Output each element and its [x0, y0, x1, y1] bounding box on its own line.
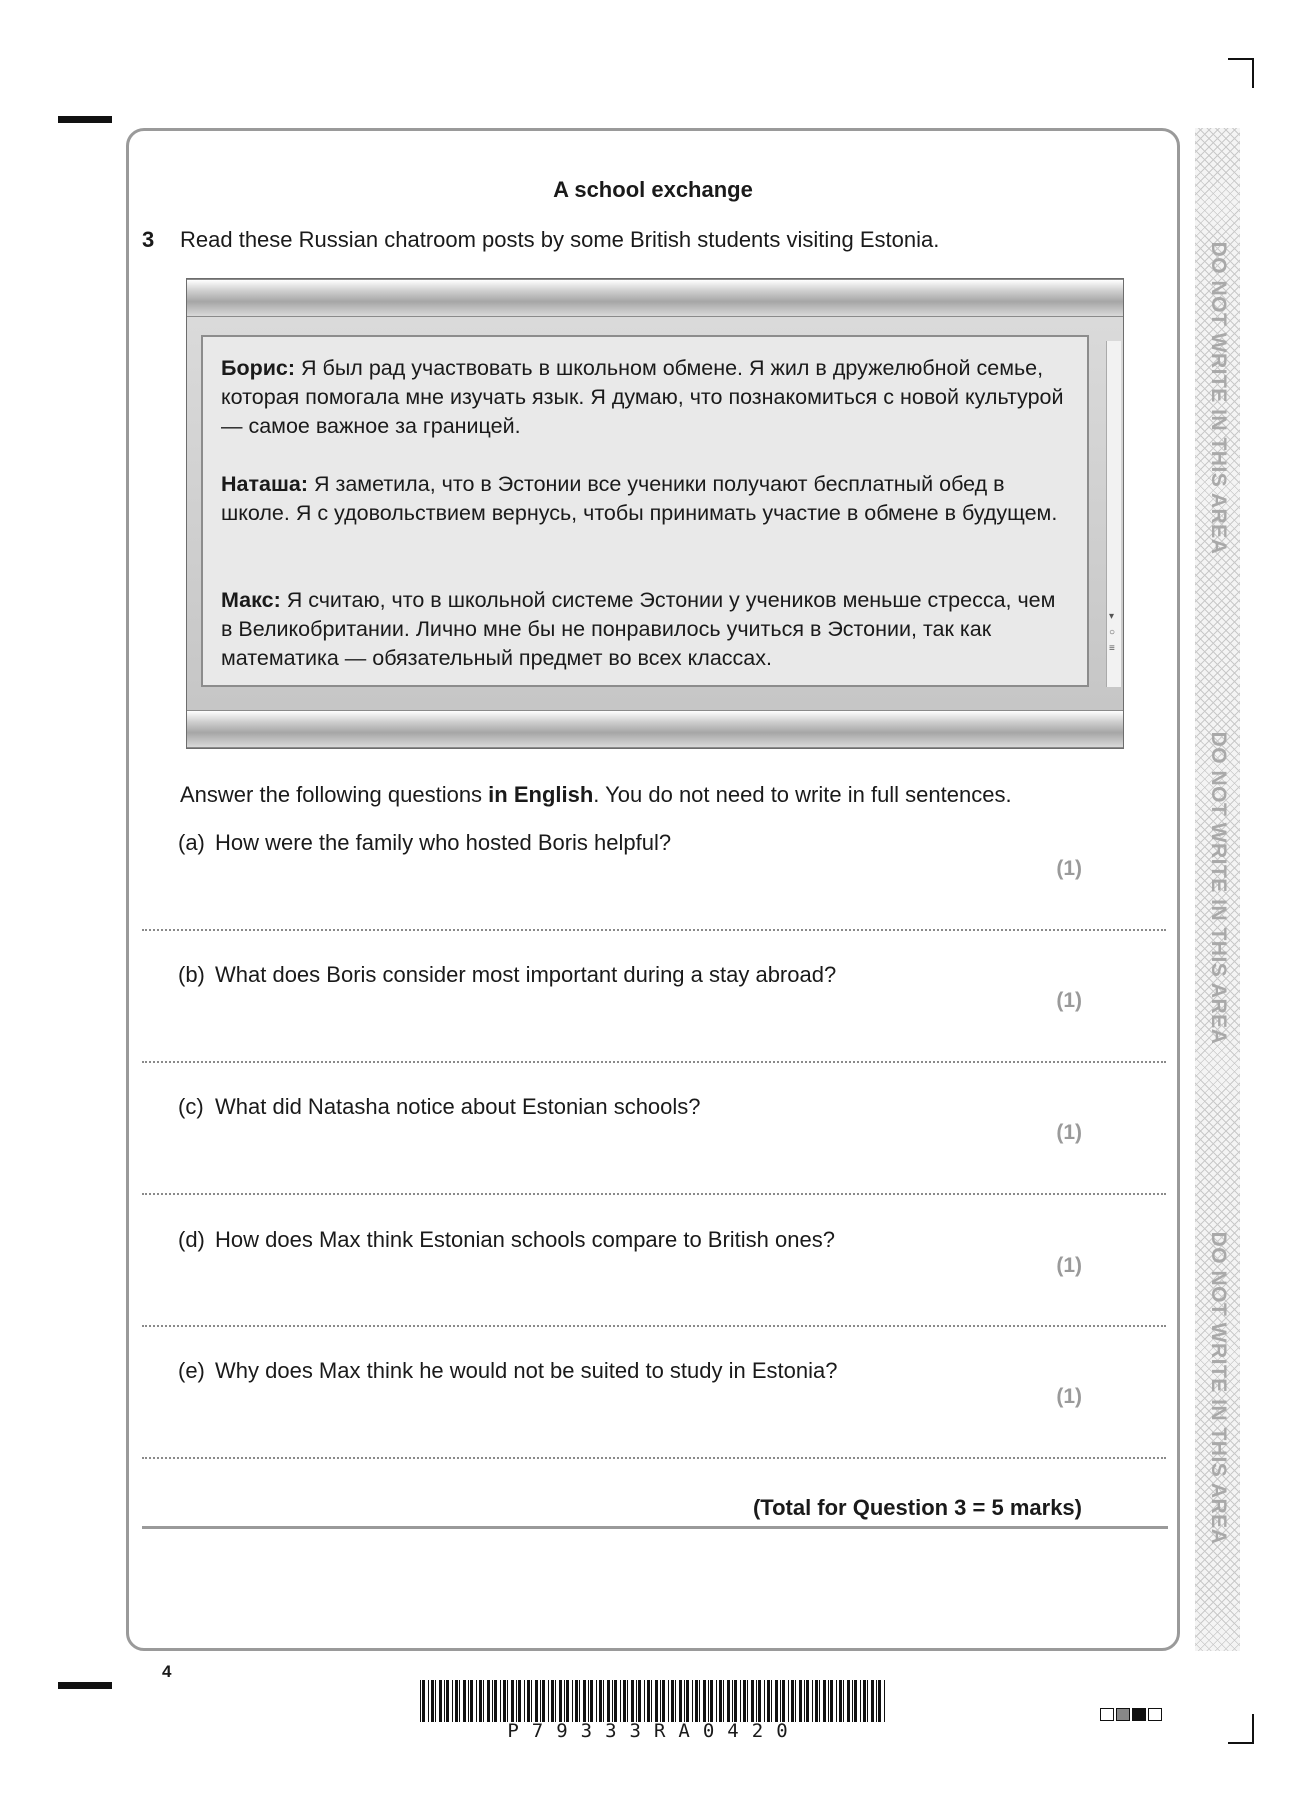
barcode-bar [516, 1680, 517, 1722]
post-author: Макс: [221, 588, 281, 612]
barcode-bar [548, 1680, 549, 1722]
barcode [420, 1680, 888, 1722]
barcode-bar [590, 1680, 593, 1722]
barcode-bar [806, 1680, 809, 1722]
barcode-bar [603, 1680, 604, 1722]
barcode-bar [854, 1680, 857, 1722]
barcode-bar [651, 1680, 652, 1722]
barcode-bar [588, 1680, 589, 1722]
barcode-bar [647, 1680, 650, 1722]
crop-mark-bottom-right-h [1228, 1742, 1254, 1744]
barcode-bar [575, 1680, 578, 1722]
page-marker-boxes [1100, 1708, 1162, 1721]
total-rule [142, 1526, 1168, 1529]
barcode-bar [483, 1680, 484, 1722]
barcode-bar [535, 1680, 538, 1722]
barcode-bar [839, 1680, 842, 1722]
barcode-bar [494, 1680, 497, 1722]
barcode-bar [468, 1680, 469, 1722]
answer-instructions: Answer the following questions in English. You do not need to write in full sentences. [180, 782, 1012, 807]
barcode-bar [435, 1680, 436, 1722]
barcode-bar [751, 1680, 754, 1722]
barcode-bar [620, 1680, 621, 1722]
chatroom-header-band [187, 279, 1123, 317]
barcode-bar [551, 1680, 554, 1722]
barcode-bar [743, 1680, 746, 1722]
barcode-text: P79333RA0420 [507, 1720, 801, 1742]
barcode-bar [492, 1680, 493, 1722]
barcode-bar [614, 1680, 617, 1722]
barcode-bar [871, 1680, 874, 1722]
barcode-bar [734, 1680, 737, 1722]
barcode-bar [780, 1680, 781, 1722]
post-author: Наташа: [221, 472, 309, 496]
barcode-bar [612, 1680, 613, 1722]
barcode-bar [740, 1680, 741, 1722]
barcode-bar [830, 1680, 833, 1722]
barcode-bar [679, 1680, 682, 1722]
marker-box [1132, 1708, 1146, 1721]
section-title: A school exchange [553, 177, 753, 202]
scroll-menu-icon: ≡ [1109, 643, 1115, 654]
barcode-bar [518, 1680, 521, 1722]
barcode-bar [668, 1680, 669, 1722]
barcode-bar [503, 1680, 506, 1722]
subquestion-b: (b) What does Boris consider most important during a stay abroad? [178, 962, 837, 987]
barcode-bar [487, 1680, 490, 1722]
barcode-bar [542, 1680, 545, 1722]
barcode-bar [727, 1680, 730, 1722]
barcode-bar [692, 1680, 693, 1722]
marks-d: (1) [1056, 1254, 1082, 1277]
barcode-bar [459, 1680, 460, 1722]
barcode-bar [732, 1680, 733, 1722]
barcode-bar [596, 1680, 597, 1722]
answer-line-b[interactable] [142, 1061, 1166, 1063]
marks-b: (1) [1056, 989, 1082, 1012]
barcode-bar [708, 1680, 709, 1722]
barcode-bar [524, 1680, 525, 1722]
barcode-bar [847, 1680, 850, 1722]
chat-post-max [221, 586, 1071, 673]
barcode-bar [540, 1680, 541, 1722]
barcode-bar [823, 1680, 826, 1722]
barcode-bar [884, 1680, 885, 1722]
barcode-bar [422, 1680, 425, 1722]
barcode-bar [559, 1680, 562, 1722]
chatroom-posts-box [201, 335, 1089, 687]
barcode-bar [795, 1680, 796, 1722]
barcode-bar [444, 1680, 445, 1722]
question-total: (Total for Question 3 = 5 marks) [752, 1495, 1082, 1520]
post-text: Я заметила, что в Эстонии все ученики получают бесплатный обед в школе. Я с удовольствием вернусь, чтобы принимать участие в обмене в будущем. [221, 472, 1058, 525]
subquestion-a: (a) How were the family who hosted Boris helpful? [178, 830, 672, 855]
marks-a: (1) [1056, 857, 1082, 880]
barcode-bar [675, 1680, 676, 1722]
barcode-bar [644, 1680, 645, 1722]
barcode-bar [660, 1680, 661, 1722]
barcode-bar [564, 1680, 565, 1722]
barcode-bar [671, 1680, 674, 1722]
barcode-bar [771, 1680, 772, 1722]
post-text: Я был рад участвовать в школьном обмене. Я жил в дружелюбной семье, которая помогала мне изучать язык. Я думаю, что познакомиться с новой культурой — самое важное за границей. [221, 356, 1064, 438]
question-number: 3 [142, 227, 155, 252]
crop-mark-top-right-v [1252, 58, 1254, 88]
registration-bar-bottom-left [58, 1682, 112, 1689]
barcode-bar [684, 1680, 685, 1722]
barcode-bar [662, 1680, 665, 1722]
question-intro: Read these Russian chatroom posts by some British students visiting Estonia. [180, 227, 940, 252]
barcode-bar [860, 1680, 861, 1722]
barcode-bar [703, 1680, 706, 1722]
barcode-bar [655, 1680, 658, 1722]
barcode-bar [843, 1680, 844, 1722]
page-number: 4 [162, 1662, 172, 1681]
barcode-bar [775, 1680, 778, 1722]
marks-e: (1) [1056, 1385, 1082, 1408]
barcode-bar [479, 1680, 482, 1722]
barcode-bar [420, 1680, 421, 1722]
barcode-bar [463, 1680, 466, 1722]
registration-bar-top-left [58, 116, 112, 123]
marker-box [1148, 1708, 1162, 1721]
barcode-bar [446, 1680, 449, 1722]
post-text: Я считаю, что в школьной системе Эстонии у учеников меньше стресса, чем в Великобритании. Лично мне бы не понравилось учиться в Эстонии, так как математика — обязательный предмет во всех классах. [221, 588, 1056, 670]
subquestion-c: (c) What did Natasha notice about Estonian schools? [178, 1094, 701, 1119]
chat-post-boris [221, 354, 1071, 441]
barcode-bar [756, 1680, 757, 1722]
barcode-bar [583, 1680, 586, 1722]
barcode-bar [511, 1680, 514, 1722]
barcode-bar [500, 1680, 501, 1722]
marks-c: (1) [1056, 1121, 1082, 1144]
barcode-bar [782, 1680, 785, 1722]
scroll-down-icon: ▾ [1109, 611, 1115, 622]
barcode-bar [623, 1680, 626, 1722]
chat-scrollbar [1106, 341, 1121, 687]
barcode-bar [791, 1680, 794, 1722]
chat-post-natasha [221, 470, 1071, 528]
barcode-bar [428, 1680, 429, 1722]
barcode-bar [566, 1680, 569, 1722]
barcode-bar [723, 1680, 724, 1722]
answer-line-a[interactable] [142, 929, 1166, 931]
crop-mark-top-right-h [1228, 58, 1254, 60]
answer-line-c[interactable] [142, 1193, 1166, 1195]
barcode-bar [686, 1680, 689, 1722]
crop-mark-bottom-right-v [1252, 1714, 1254, 1744]
marker-box [1100, 1708, 1114, 1721]
subquestion-e: (e) Why does Max think he would not be suited to study in Estonia? [178, 1358, 838, 1383]
chatroom-footer-band [187, 710, 1123, 748]
answer-line-d[interactable] [142, 1325, 1166, 1327]
barcode-bar [767, 1680, 770, 1722]
subquestion-d: (d) How does Max think Estonian schools compare to British ones? [178, 1227, 835, 1252]
barcode-bar [804, 1680, 805, 1722]
barcode-bar [719, 1680, 722, 1722]
barcode-bar [863, 1680, 866, 1722]
barcode-bar [695, 1680, 698, 1722]
barcode-bar [710, 1680, 713, 1722]
barcode-bar [627, 1680, 628, 1722]
barcode-bar [852, 1680, 853, 1722]
barcode-bar [747, 1680, 748, 1722]
barcode-bar [631, 1680, 634, 1722]
barcode-bar [812, 1680, 813, 1722]
barcode-bar [799, 1680, 802, 1722]
barcode-bar [531, 1680, 532, 1722]
barcode-bar [828, 1680, 829, 1722]
barcode-bar [716, 1680, 717, 1722]
barcode-bar [507, 1680, 508, 1722]
barcode-bar [876, 1680, 877, 1722]
barcode-bar [815, 1680, 818, 1722]
barcode-bar [579, 1680, 580, 1722]
barcode-bar [867, 1680, 868, 1722]
barcode-bar [527, 1680, 530, 1722]
barcode-bar [455, 1680, 458, 1722]
barcode-bar [764, 1680, 765, 1722]
barcode-bar [699, 1680, 700, 1722]
barcode-bar [572, 1680, 573, 1722]
barcode-bar [470, 1680, 473, 1722]
barcode-bar [599, 1680, 602, 1722]
marker-box [1116, 1708, 1130, 1721]
barcode-bar [758, 1680, 761, 1722]
post-author: Борис: [221, 356, 296, 380]
barcode-bar [878, 1680, 881, 1722]
answer-line-e[interactable] [142, 1457, 1166, 1459]
scroll-circle-icon: ○ [1109, 627, 1116, 638]
barcode-bar [636, 1680, 637, 1722]
barcode-bar [439, 1680, 442, 1722]
chatroom-window [186, 278, 1124, 749]
barcode-bar [452, 1680, 453, 1722]
barcode-bar [476, 1680, 477, 1722]
barcode-bar [819, 1680, 820, 1722]
barcode-bar [431, 1680, 434, 1722]
barcode-bar [836, 1680, 837, 1722]
barcode-bar [607, 1680, 610, 1722]
barcode-bar [555, 1680, 556, 1722]
barcode-bar [638, 1680, 641, 1722]
barcode-bar [788, 1680, 789, 1722]
